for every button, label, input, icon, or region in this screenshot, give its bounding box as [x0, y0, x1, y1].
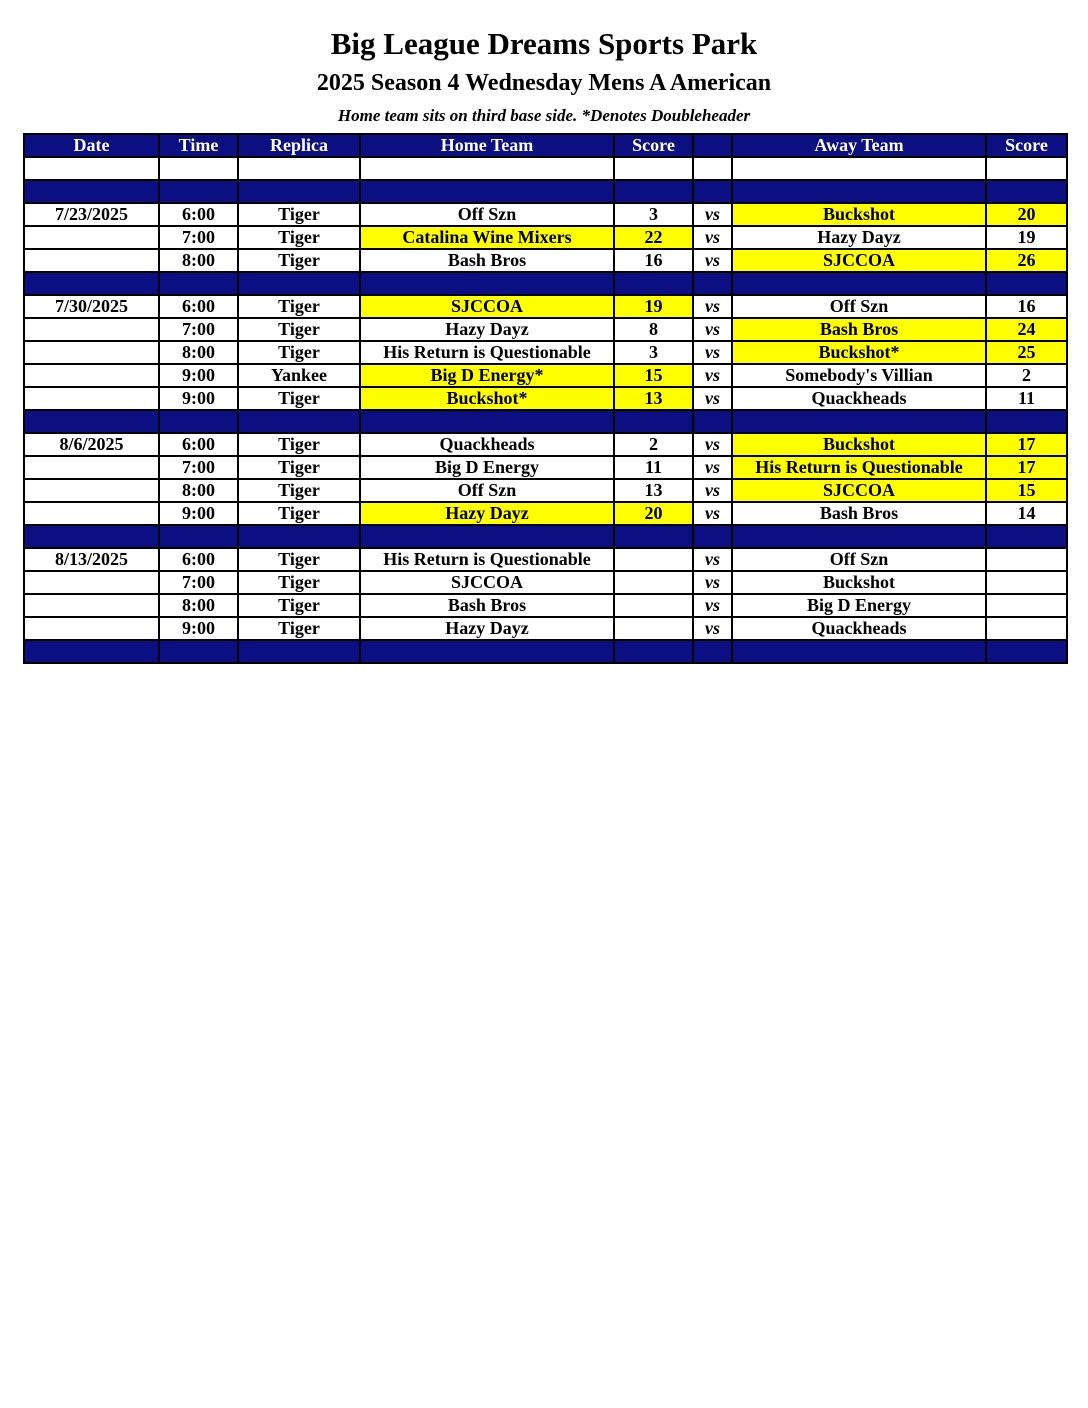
home-score-cell: 13: [614, 479, 693, 502]
away-score-cell: 17: [986, 456, 1067, 479]
time-cell: 9:00: [159, 502, 238, 525]
vs-cell: vs: [693, 203, 732, 226]
date-cell: [24, 479, 159, 502]
home-team-cell: Big D Energy: [360, 456, 614, 479]
blank-cell: [159, 157, 238, 180]
replica-cell: Tiger: [238, 295, 360, 318]
separator-cell: [238, 410, 360, 433]
away-team-cell: SJCCOA: [732, 249, 986, 272]
away-score-cell: 25: [986, 341, 1067, 364]
date-cell: 7/23/2025: [24, 203, 159, 226]
vs-cell: vs: [693, 456, 732, 479]
game-row: [24, 456, 1067, 479]
blank-cell: [24, 157, 159, 180]
game-row: [24, 479, 1067, 502]
away-team-cell: Buckshot*: [732, 341, 986, 364]
replica-cell: Tiger: [238, 617, 360, 640]
separator-cell: [360, 525, 614, 548]
separator-cell: [360, 180, 614, 203]
replica-cell: Tiger: [238, 226, 360, 249]
separator-cell: [360, 640, 614, 663]
home-team-cell: His Return is Questionable: [360, 341, 614, 364]
home-team-cell: Hazy Dayz: [360, 502, 614, 525]
away-team-cell: Somebody's Villian: [732, 364, 986, 387]
date-cell: [24, 502, 159, 525]
away-score-cell: 20: [986, 203, 1067, 226]
separator-cell: [24, 640, 159, 663]
home-score-cell: [614, 594, 693, 617]
game-row: [24, 203, 1067, 226]
replica-cell: Tiger: [238, 387, 360, 410]
home-team-cell: Bash Bros: [360, 249, 614, 272]
col-replica-header: Replica: [238, 134, 360, 157]
vs-cell: vs: [693, 479, 732, 502]
home-team-cell: Off Szn: [360, 479, 614, 502]
date-cell: [24, 571, 159, 594]
time-cell: 8:00: [159, 594, 238, 617]
home-score-cell: 8: [614, 318, 693, 341]
separator-cell: [24, 272, 159, 295]
vs-cell: vs: [693, 249, 732, 272]
date-cell: 8/13/2025: [24, 548, 159, 571]
vs-cell: vs: [693, 318, 732, 341]
separator-cell: [732, 180, 986, 203]
col-vs-header: [693, 134, 732, 157]
away-score-cell: 11: [986, 387, 1067, 410]
time-cell: 6:00: [159, 203, 238, 226]
separator-cell: [732, 272, 986, 295]
away-score-cell: [986, 571, 1067, 594]
away-team-cell: Buckshot: [732, 571, 986, 594]
blank-row: [24, 157, 1067, 180]
game-row: [24, 617, 1067, 640]
home-team-cell: Quackheads: [360, 433, 614, 456]
separator-cell: [360, 272, 614, 295]
away-score-cell: 24: [986, 318, 1067, 341]
separator-cell: [159, 410, 238, 433]
vs-cell: vs: [693, 433, 732, 456]
vs-cell: vs: [693, 295, 732, 318]
separator-cell: [986, 640, 1067, 663]
time-cell: 9:00: [159, 364, 238, 387]
separator-row: [24, 180, 1067, 203]
col-date-header: Date: [24, 134, 159, 157]
separator-cell: [986, 525, 1067, 548]
separator-cell: [986, 272, 1067, 295]
replica-cell: Tiger: [238, 249, 360, 272]
replica-cell: Tiger: [238, 456, 360, 479]
col-home-team-header: Home Team: [360, 134, 614, 157]
home-score-cell: [614, 617, 693, 640]
separator-cell: [614, 640, 693, 663]
away-score-cell: 17: [986, 433, 1067, 456]
away-score-cell: [986, 548, 1067, 571]
separator-row: [24, 410, 1067, 433]
game-row: [24, 502, 1067, 525]
replica-cell: Tiger: [238, 548, 360, 571]
separator-cell: [732, 525, 986, 548]
home-team-cell: Off Szn: [360, 203, 614, 226]
home-team-cell: Buckshot*: [360, 387, 614, 410]
game-row: [24, 433, 1067, 456]
separator-row: [24, 525, 1067, 548]
time-cell: 7:00: [159, 226, 238, 249]
separator-cell: [614, 410, 693, 433]
game-row: [24, 226, 1067, 249]
date-cell: 7/30/2025: [24, 295, 159, 318]
separator-cell: [238, 272, 360, 295]
replica-cell: Tiger: [238, 433, 360, 456]
replica-cell: Tiger: [238, 502, 360, 525]
date-cell: [24, 249, 159, 272]
time-cell: 9:00: [159, 617, 238, 640]
home-team-cell: His Return is Questionable: [360, 548, 614, 571]
separator-cell: [614, 525, 693, 548]
home-score-cell: 13: [614, 387, 693, 410]
time-cell: 6:00: [159, 548, 238, 571]
home-team-cell: SJCCOA: [360, 571, 614, 594]
home-score-cell: 15: [614, 364, 693, 387]
replica-cell: Tiger: [238, 594, 360, 617]
page-subtitle: 2025 Season 4 Wednesday Mens A American: [316, 70, 772, 96]
separator-cell: [693, 180, 732, 203]
vs-cell: vs: [693, 571, 732, 594]
time-cell: 7:00: [159, 571, 238, 594]
game-row: [24, 548, 1067, 571]
away-team-cell: Buckshot: [732, 433, 986, 456]
away-score-cell: 15: [986, 479, 1067, 502]
away-team-cell: Off Szn: [732, 548, 986, 571]
home-score-cell: 11: [614, 456, 693, 479]
home-score-cell: [614, 571, 693, 594]
away-team-cell: His Return is Questionable: [732, 456, 986, 479]
separator-cell: [360, 410, 614, 433]
vs-cell: vs: [693, 341, 732, 364]
away-score-cell: [986, 617, 1067, 640]
time-cell: 8:00: [159, 341, 238, 364]
separator-cell: [159, 640, 238, 663]
schedule-body: [24, 157, 1067, 663]
separator-cell: [238, 640, 360, 663]
away-team-cell: Bash Bros: [732, 318, 986, 341]
home-team-cell: Bash Bros: [360, 594, 614, 617]
col-away-score-header: Score: [986, 134, 1067, 157]
separator-cell: [732, 640, 986, 663]
date-cell: [24, 594, 159, 617]
away-team-cell: Quackheads: [732, 387, 986, 410]
away-team-cell: Off Szn: [732, 295, 986, 318]
date-cell: [24, 456, 159, 479]
col-away-team-header: Away Team: [732, 134, 986, 157]
separator-cell: [732, 410, 986, 433]
away-team-cell: Hazy Dayz: [732, 226, 986, 249]
separator-cell: [238, 525, 360, 548]
time-cell: 6:00: [159, 295, 238, 318]
separator-cell: [693, 525, 732, 548]
away-score-cell: 16: [986, 295, 1067, 318]
time-cell: 8:00: [159, 479, 238, 502]
home-score-cell: 3: [614, 203, 693, 226]
separator-cell: [614, 272, 693, 295]
away-team-cell: SJCCOA: [732, 479, 986, 502]
home-score-cell: 19: [614, 295, 693, 318]
separator-cell: [986, 410, 1067, 433]
schedule-table: [23, 133, 1068, 664]
home-score-cell: 3: [614, 341, 693, 364]
game-row: [24, 295, 1067, 318]
game-row: [24, 318, 1067, 341]
away-team-cell: Bash Bros: [732, 502, 986, 525]
away-score-cell: 2: [986, 364, 1067, 387]
home-score-cell: 20: [614, 502, 693, 525]
blank-cell: [693, 157, 732, 180]
blank-cell: [238, 157, 360, 180]
replica-cell: Tiger: [238, 318, 360, 341]
header-row: [24, 134, 1067, 157]
vs-cell: vs: [693, 364, 732, 387]
away-score-cell: 26: [986, 249, 1067, 272]
date-cell: 8/6/2025: [24, 433, 159, 456]
separator-cell: [159, 525, 238, 548]
vs-cell: vs: [693, 548, 732, 571]
replica-cell: Tiger: [238, 571, 360, 594]
time-cell: 7:00: [159, 318, 238, 341]
home-team-cell: Hazy Dayz: [360, 318, 614, 341]
time-cell: 7:00: [159, 456, 238, 479]
blank-cell: [732, 157, 986, 180]
date-cell: [24, 341, 159, 364]
separator-cell: [159, 272, 238, 295]
separator-row: [24, 272, 1067, 295]
away-team-cell: Buckshot: [732, 203, 986, 226]
home-team-cell: Big D Energy*: [360, 364, 614, 387]
vs-cell: vs: [693, 226, 732, 249]
game-row: [24, 387, 1067, 410]
doubleheader-note: Home team sits on third base side. *Denotes Doubleheader: [337, 106, 751, 125]
separator-cell: [986, 180, 1067, 203]
game-row: [24, 364, 1067, 387]
vs-cell: vs: [693, 617, 732, 640]
date-cell: [24, 387, 159, 410]
time-cell: 8:00: [159, 249, 238, 272]
separator-cell: [24, 525, 159, 548]
vs-cell: vs: [693, 387, 732, 410]
separator-row: [24, 640, 1067, 663]
game-row: [24, 341, 1067, 364]
away-score-cell: [986, 594, 1067, 617]
home-score-cell: 22: [614, 226, 693, 249]
blank-cell: [360, 157, 614, 180]
away-team-cell: Quackheads: [732, 617, 986, 640]
home-team-cell: SJCCOA: [360, 295, 614, 318]
page-title: Big League Dreams Sports Park: [330, 26, 758, 61]
away-score-cell: 14: [986, 502, 1067, 525]
blank-cell: [614, 157, 693, 180]
separator-cell: [238, 180, 360, 203]
col-time-header: Time: [159, 134, 238, 157]
home-score-cell: [614, 548, 693, 571]
replica-cell: Yankee: [238, 364, 360, 387]
time-cell: 9:00: [159, 387, 238, 410]
away-team-cell: Big D Energy: [732, 594, 986, 617]
separator-cell: [614, 180, 693, 203]
blank-cell: [986, 157, 1067, 180]
separator-cell: [693, 410, 732, 433]
separator-cell: [24, 410, 159, 433]
date-cell: [24, 364, 159, 387]
separator-cell: [24, 180, 159, 203]
away-score-cell: 19: [986, 226, 1067, 249]
home-score-cell: 16: [614, 249, 693, 272]
game-row: [24, 594, 1067, 617]
replica-cell: Tiger: [238, 479, 360, 502]
date-cell: [24, 617, 159, 640]
game-row: [24, 249, 1067, 272]
separator-cell: [693, 272, 732, 295]
home-team-cell: Catalina Wine Mixers: [360, 226, 614, 249]
separator-cell: [693, 640, 732, 663]
game-row: [24, 571, 1067, 594]
replica-cell: Tiger: [238, 203, 360, 226]
date-cell: [24, 318, 159, 341]
replica-cell: Tiger: [238, 341, 360, 364]
col-home-score-header: Score: [614, 134, 693, 157]
home-team-cell: Hazy Dayz: [360, 617, 614, 640]
vs-cell: vs: [693, 502, 732, 525]
home-score-cell: 2: [614, 433, 693, 456]
separator-cell: [159, 180, 238, 203]
time-cell: 6:00: [159, 433, 238, 456]
vs-cell: vs: [693, 594, 732, 617]
date-cell: [24, 226, 159, 249]
